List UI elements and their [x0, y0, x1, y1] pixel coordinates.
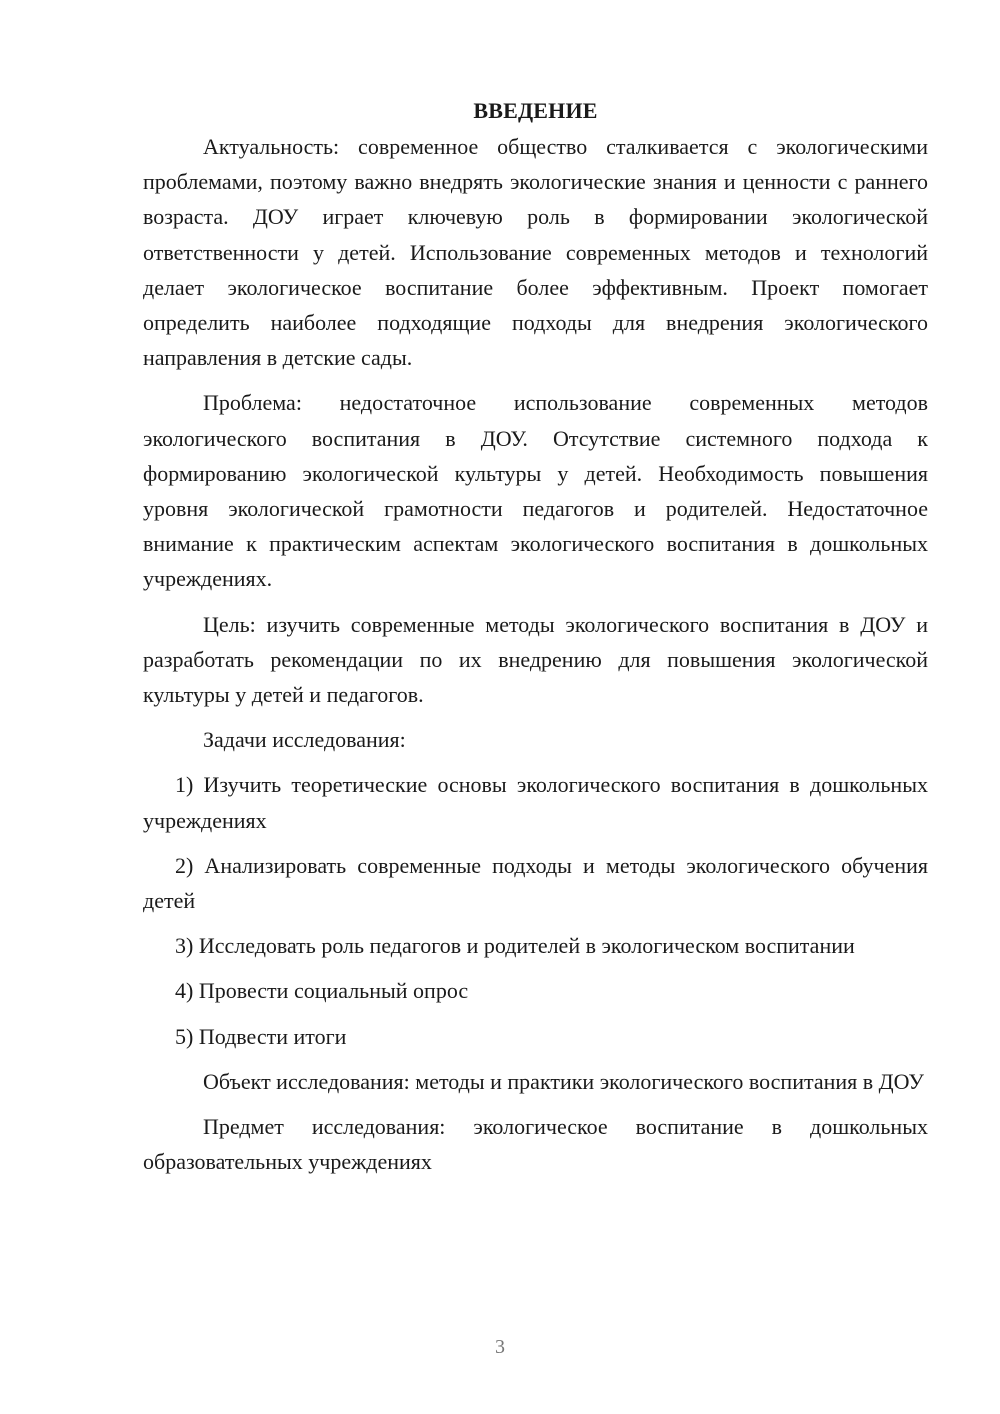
paragraph-relevance: Актуальность: современное общество сталкивается с экологическими проблемами, поэтому важно внедрять экологические знания и ценности с раннего возраста. ДОУ играет ключевую роль в формировании экологической ответственности у детей. Использование современных методов и технологий делает экологическое воспитание более эффективным. Проект помогает определить наиболее подходящие подходы для внедрения экологического направления в детские сады.: [143, 134, 928, 371]
task-item-4: 4) Провести социальный опрос: [175, 978, 469, 1004]
page-number: 3: [495, 1336, 505, 1358]
section-title: ВВЕДЕНИЕ: [473, 98, 598, 123]
paragraph-goal: Цель: изучить современные методы экологического воспитания в ДОУ и разработать рекомендации по их внедрению для повышения экологической культуры у детей и педагогов.: [143, 611, 928, 708]
paragraph-object: Объект исследования: методы и практики экологического воспитания в ДОУ: [203, 1068, 924, 1094]
tasks-heading: Задачи исследования:: [203, 727, 406, 753]
task-item-3: 3) Исследовать роль педагогов и родителей в экологическом воспитании: [175, 933, 855, 959]
paragraph-problem: Проблема: недостаточное использование современных методов экологического воспитания в ДОУ. Отсутствие системного подхода к формированию экологической культуры у детей. Необходимость повышения уровня экологической грамотности педагогов и родителей. Недостаточное внимание к практическим аспектам экологического воспитания в дошкольных учреждениях.: [143, 390, 928, 592]
task-item-5: 5) Подвести итоги: [175, 1023, 347, 1049]
paragraph-subject: Предмет исследования: экологическое воспитание в дошкольных образовательных учреждениях: [143, 1114, 928, 1175]
task-item-1: 1) Изучить теоретические основы экологического воспитания в дошкольных учреждениях: [143, 772, 928, 833]
task-item-2: 2) Анализировать современные подходы и методы экологического обучения детей: [143, 852, 928, 914]
page-content: [143, 96, 928, 1179]
